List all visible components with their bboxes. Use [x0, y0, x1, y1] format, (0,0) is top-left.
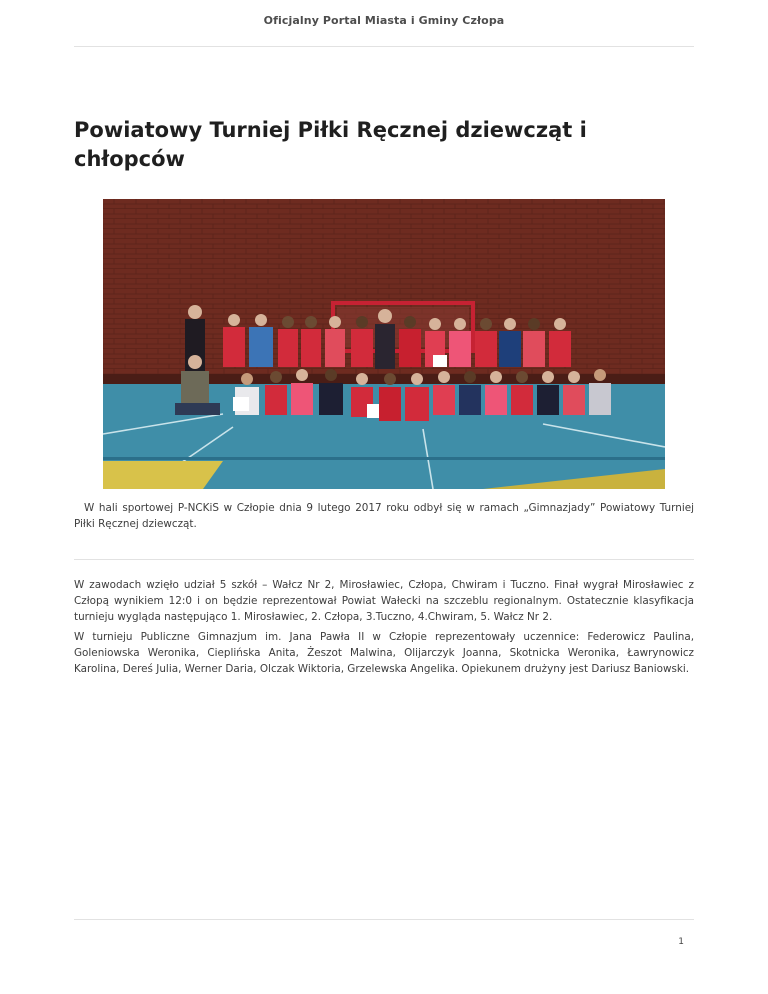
article-intro-paragraph: W hali sportowej P-NCKiS w Człopie dnia 9 lutego 2017 roku odbył się w ramach „Gimnazjady” Powiatowy Turniej Piłki Ręcznej dziewcząt. — [74, 502, 694, 530]
footer-divider — [74, 919, 694, 920]
header-divider — [74, 46, 694, 47]
site-header-title: Oficjalny Portal Miasta i Gminy Człopa — [263, 14, 505, 27]
page-number: 1 — [678, 937, 684, 947]
article-team-paragraph: W turnieju Publiczne Gimnazjum im. Jana Pawła II w Człopie reprezentowały uczennice: Federowicz Paulina, Goleniowska Weronika, Cieplińska Anita, Żeszot Malwina, Olijarczyk Joanna, Skotnicka Weronika, Ławrynowicz Karolina, Dereś Julia, Werner Daria, Olczak Wiktoria, Grzelewska Angelika. Opiekunem drużyny jest Dariusz Baniowski. — [74, 631, 694, 675]
content-divider — [74, 559, 694, 560]
article-title: Powiatowy Turniej Piłki Ręcznej dziewcząt i chłopców — [74, 118, 587, 171]
team-photo — [103, 199, 665, 489]
article-results-paragraph: W zawodach wzięło udział 5 szkół – Wałcz Nr 2, Mirosławiec, Człopa, Chwiram i Tuczno. Finał wygrał Mirosławiec z Człopą wynikiem 12:0 i on będzie reprezentował Powiat Wałecki na szczeblu regionalnym. Ostatecznie klasyfikacja turnieju wygląda następująco 1. Mirosławiec, 2. Człopa, 3.Tuczno, 4.Chwiram, 5. Wałcz Nr 2. — [74, 579, 694, 623]
